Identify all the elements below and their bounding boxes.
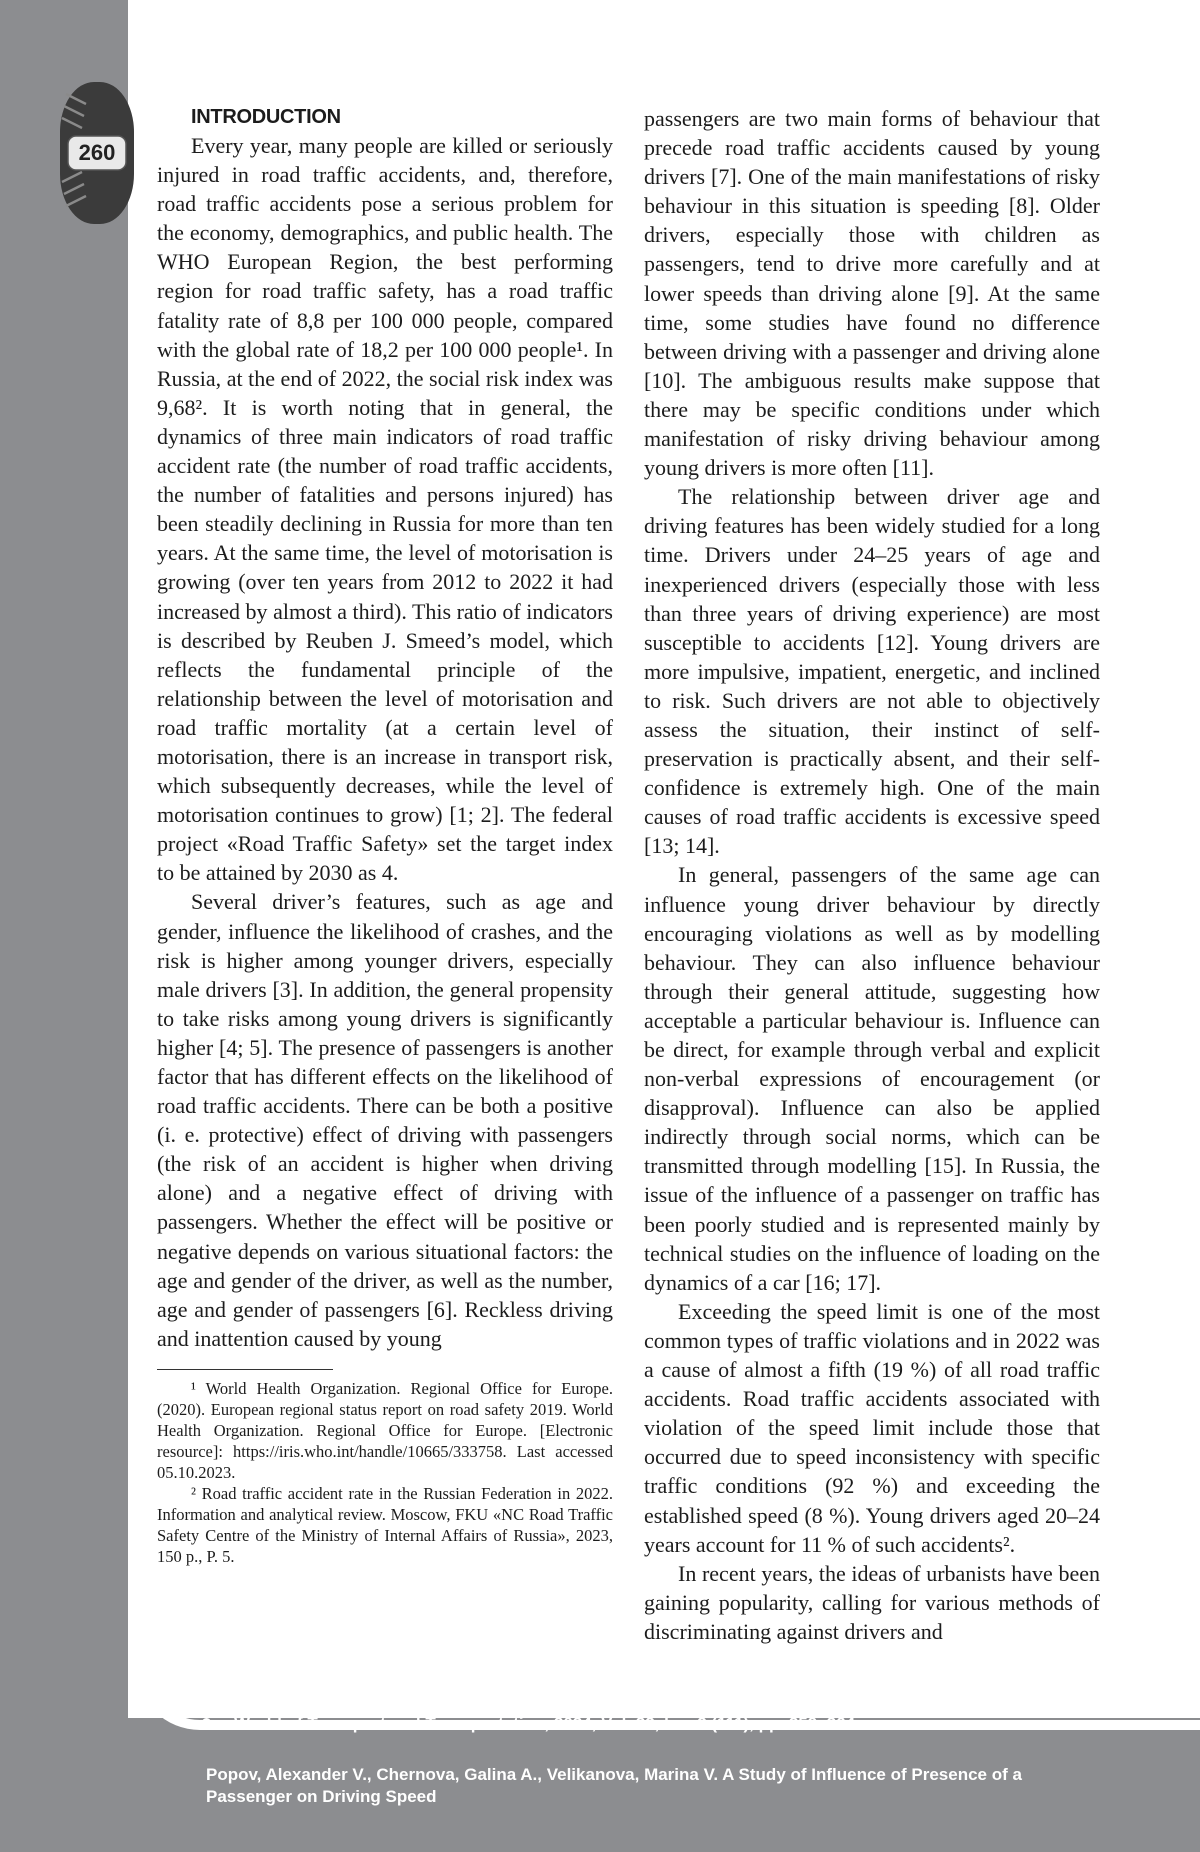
left-margin-band	[0, 0, 128, 1852]
page-number: 260	[78, 140, 116, 165]
paragraph: Several driver’s features, such as age and gender, influence the likelihood of crashes, and the risk is higher among younger drivers, especially male drivers [3]. In addition, the general propensity to take risks among young drivers is significantly higher [4; 5]. The presence of passengers is another factor that has different effects on the likelihood of road traffic accidents. There can be both a positive (i. e. protective) effect of driving with passengers (the risk of an accident is higher when driving alone) and a negative effect of driving with passengers. Whether the effect will be positive or negative depends on various situational factors: the age and gender of the driver, as well as the number, age and gender of passengers [6]. Reckless driving and inattention caused by young	[157, 889, 613, 1351]
paragraph: In general, passengers of the same age can influence young driver behaviour by directly encouraging violations as well as by modelling behaviour. They can also influence behaviour through their general attitude, suggesting how acceptable a particular behaviour is. Influence can be direct, for example through verbal and explicit non-verbal expressions of encouragement (or disapproval). Influence can also be applied indirectly through social norms, which can be transmitted through modelling [15]. In Russia, the issue of the influence of a passenger on traffic has been poorly studied and is represented mainly by technical studies on the influence of loading on the dynamics of a car [16; 17].	[644, 862, 1100, 1295]
footnote-divider	[157, 1369, 333, 1370]
right-column	[644, 104, 1100, 1646]
section-heading: INTRODUCTION	[191, 106, 341, 128]
footnote: ² Road traffic accident rate in the Russian Federation in 2022. Information and analytical review. Moscow, FKU «NC Road Traffic Safety Centre of the Ministry of Internal Affairs of Russia», 2023, 150 p., P. 5.	[157, 1483, 613, 1566]
paragraph: In recent years, the ideas of urbanists have been gaining popularity, calling for various methods of discriminating against drivers and	[644, 1560, 1100, 1644]
journal-citation: World of Transport and Transportation, 2024, Vol. 22, Iss. 2 (111), pp. 259–264	[234, 1714, 856, 1733]
footnote: ¹ World Health Organization. Regional Office for Europe. (2020). European regional status report on road safety 2019. World Health Organization. Regional Office for Europe. [Electronic resource]: https://iris.who.int/handle/10665/333758. Last accessed 05.10.2023.	[157, 1378, 613, 1482]
paragraph: The relationship between driver age and driving features has been widely studied for a long time. Drivers under 24–25 years of age and inexperienced drivers (especially those with less than three years of driving experience) are most susceptible to accidents [12]. Young drivers are more impulsive, impatient, energetic, and inclined to risk. Such drivers are not able to objectively assess the situation, their instinct of self-preservation is practically absent, and their self-confidence is extremely high. One of the main causes of road traffic accidents is excessive speed [13; 14].	[644, 484, 1100, 859]
paragraph: Exceeding the speed limit is one of the most common types of traffic violations and in 2022 was a cause of almost a fifth (19 %) of all road traffic accidents. Road traffic accidents associated with violation of the speed limit include those that occurred due to speed inconsistency with specific traffic conditions (92 %) and exceeding the established speed (8 %). Young drivers aged 20–24 years account for 11 % of such accidents².	[644, 1298, 1100, 1557]
article-authors-title: Popov, Alexander V., Chernova, Galina A., Velikanova, Marina V. A Study of Influence of Presence of a Passenger on Driving Speed	[206, 1765, 1022, 1806]
left-column	[157, 104, 613, 1567]
paragraph: passengers are two main forms of behaviour that precede road traffic accidents caused by young drivers [7]. One of the main manifestations of risky behaviour in this situation is speeding [8]. Older drivers, especially those with children as passengers, tend to drive more carefully and at lower speeds than driving alone [9]. At the same time, some studies have found no difference between driving with a passenger and driving alone [10]. The ambiguous results make suppose that there may be specific conditions under which manifestation of risky driving behaviour among young drivers is more often [11].	[644, 106, 1100, 481]
paragraph: Every year, many people are killed or seriously injured in road traffic accidents, and, therefore, road traffic accidents pose a serious problem for the economy, demographics, and public health. The WHO European Region, the best performing region for road traffic safety, has a road traffic fatality rate of 8,8 per 100 000 people, compared with the global rate of 18,2 per 100 000 people¹. In Russia, at the end of 2022, the social risk index was 9,68². It is worth noting that in general, the dynamics of three main indicators of road traffic accident rate (the number of road traffic accidents, the number of fatalities and persons injured) has been steadily declining in Russia for more than ten years. At the same time, the level of motorisation is growing (over ten years from 2012 to 2022 it had increased by almost a third). This ratio of indicators is described by Reuben J. Smeed’s model, which reflects the fundamental principle of the relationship between the level of motorisation and road traffic mortality (at a certain level of motorisation, there is an increase in transport risk, which subsequently decreases, while the level of motorisation continues to grow) [1; 2]. The federal project «Road Traffic Safety» set the target index to be attained by 2030 as 4.	[157, 133, 613, 886]
bullet-icon	[202, 1718, 211, 1727]
